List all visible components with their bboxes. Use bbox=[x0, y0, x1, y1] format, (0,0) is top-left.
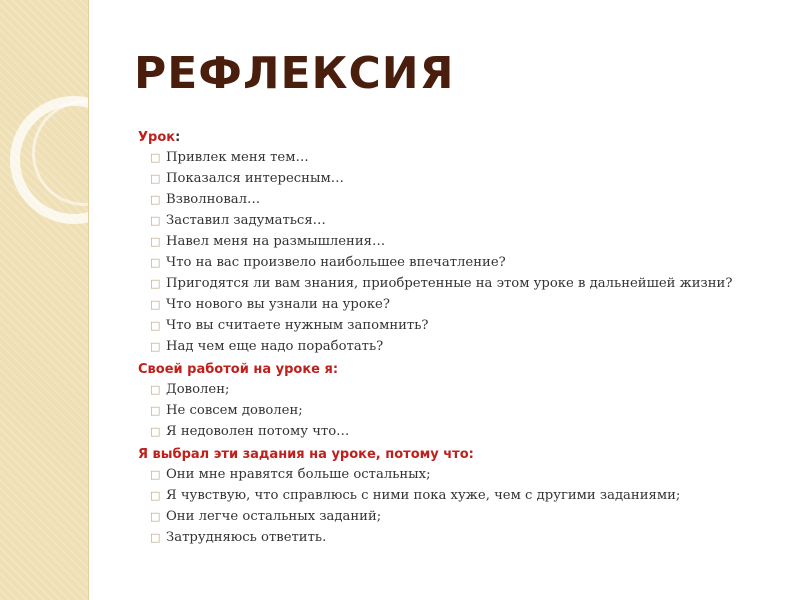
square-bullet-icon: □ bbox=[150, 425, 161, 438]
bullet-list bbox=[138, 150, 778, 355]
square-bullet-icon: □ bbox=[150, 319, 161, 332]
square-bullet-icon: □ bbox=[150, 214, 161, 227]
square-bullet-icon: □ bbox=[150, 235, 161, 248]
square-bullet-icon: □ bbox=[150, 404, 161, 417]
section-heading: Своей работой на уроке я: bbox=[138, 362, 339, 377]
square-bullet-icon: □ bbox=[150, 172, 161, 185]
list-item: □ Затрудняюсь ответить. bbox=[150, 530, 327, 545]
bullet-list bbox=[138, 382, 778, 440]
square-bullet-icon: □ bbox=[150, 277, 161, 290]
list-item: □ Над чем еще надо поработать? bbox=[150, 339, 384, 354]
list-item: □ Взволновал… bbox=[150, 192, 261, 207]
list-item: □ Они легче остальных заданий; bbox=[150, 509, 382, 524]
square-bullet-icon: □ bbox=[150, 383, 161, 396]
square-bullet-icon: □ bbox=[150, 468, 161, 481]
list-item: □ Я недоволен потому что… bbox=[150, 424, 350, 439]
list-item: □ Навел меня на размышления… bbox=[150, 234, 386, 249]
square-bullet-icon: □ bbox=[150, 489, 161, 502]
list-item: □ Я чувствую, что справлюсь с ними пока хуже, чем с другими заданиями; bbox=[150, 488, 681, 503]
square-bullet-icon: □ bbox=[150, 151, 161, 164]
list-item: □ Что нового вы узнали на уроке? bbox=[150, 297, 390, 312]
list-item: □ Пригодятся ли вам знания, приобретенные на этом уроке в дальнейшей жизни? bbox=[150, 276, 733, 291]
bullet-list bbox=[138, 467, 778, 546]
square-bullet-icon: □ bbox=[150, 510, 161, 523]
list-item: □ Привлек меня тем… bbox=[150, 150, 309, 165]
slide-title: РЕФЛЕКСИЯ bbox=[134, 48, 455, 99]
square-bullet-icon: □ bbox=[150, 340, 161, 353]
list-item: □ Что вы считаете нужным запомнить? bbox=[150, 318, 429, 333]
decorative-sidebar bbox=[0, 0, 89, 600]
square-bullet-icon: □ bbox=[150, 531, 161, 544]
slide-content bbox=[138, 128, 778, 551]
list-item: □ Не совсем доволен; bbox=[150, 403, 303, 418]
section-heading: Я выбрал эти задания на уроке, потому что: bbox=[138, 447, 474, 462]
square-bullet-icon: □ bbox=[150, 193, 161, 206]
list-item: □ Показался интересным… bbox=[150, 171, 344, 186]
list-item: □ Заставил задуматься… bbox=[150, 213, 326, 228]
list-item: □ Что на вас произвело наибольшее впечатление? bbox=[150, 255, 506, 270]
square-bullet-icon: □ bbox=[150, 298, 161, 311]
list-item: □ Они мне нравятся больше остальных; bbox=[150, 467, 431, 482]
section-heading: Урок: bbox=[138, 130, 181, 145]
list-item: □ Доволен; bbox=[150, 382, 230, 397]
square-bullet-icon: □ bbox=[150, 256, 161, 269]
